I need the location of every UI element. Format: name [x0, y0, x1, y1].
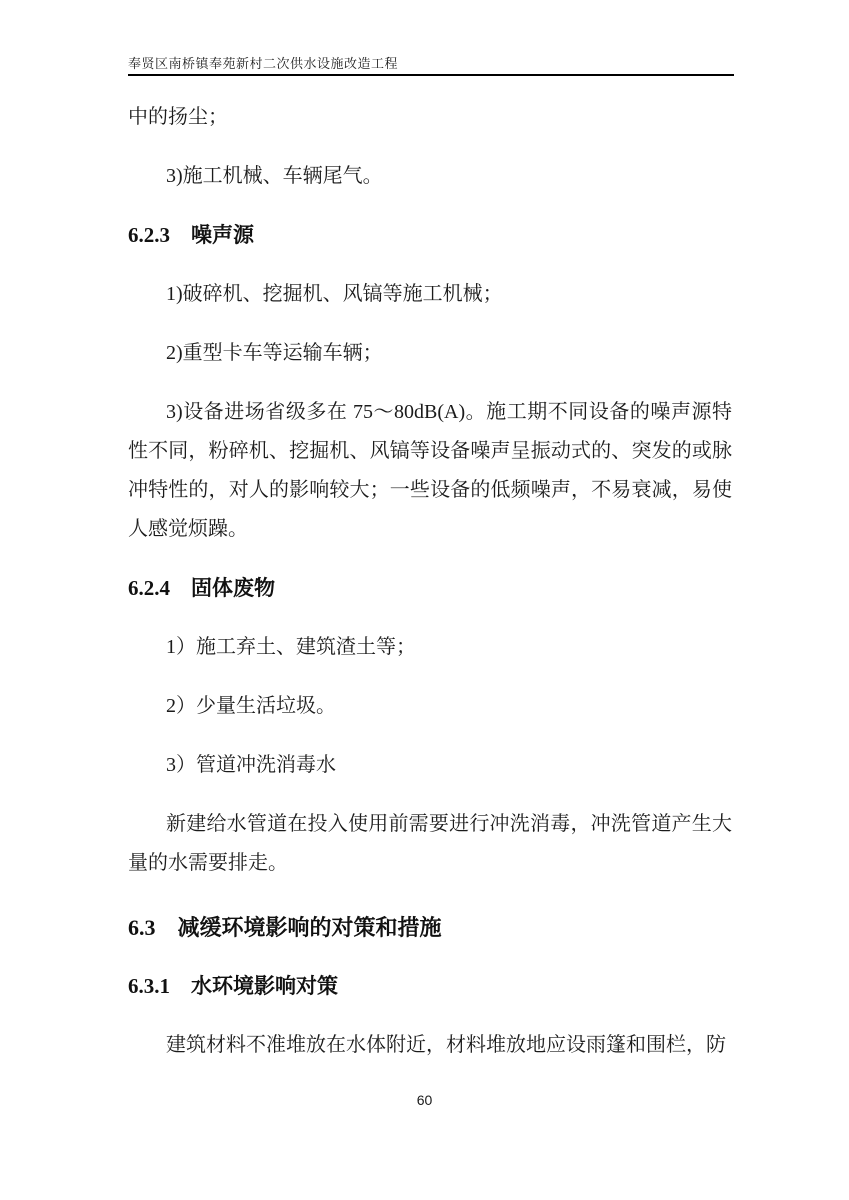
body-paragraph: 3)施工机械、车辆尾气。: [166, 165, 383, 187]
body-paragraph: 建筑材料不准堆放在水体附近，材料堆放地应设雨篷和围栏，防: [166, 1034, 726, 1056]
section-heading: 6.2.3 噪声源: [128, 223, 254, 247]
section-heading: 6.2.4 固体废物: [128, 576, 275, 600]
body-paragraph: 2)重型卡车等运输车辆；: [166, 342, 383, 364]
page-header: [128, 56, 734, 76]
body-paragraph: 1)破碎机、挖掘机、风镐等施工机械；: [166, 283, 503, 305]
body-paragraph: 3)设备进场省级多在 75～80dB(A)。施工期不同设备的噪声源特性不同，粉碎机、挖掘机、风镐等设备噪声呈振动式的、突发的或脉冲特性的，对人的影响较大；一些设备的低频噪声，不易衰减，易使人感觉烦躁。: [128, 401, 732, 540]
body-paragraph: 1）施工弃土、建筑渣土等；: [166, 636, 416, 658]
section-heading: 6.3.1 水环境影响对策: [128, 974, 338, 998]
body-paragraph: 2）少量生活垃圾。: [166, 695, 336, 717]
page-number: 60: [416, 1092, 433, 1108]
header-title: 奉贤区南桥镇奉苑新村二次供水设施改造工程: [128, 56, 399, 71]
body-paragraph: 新建给水管道在投入使用前需要进行冲洗消毒，冲洗管道产生大量的水需要排走。: [128, 813, 732, 874]
section-heading: 6.3 减缓环境影响的对策和措施: [128, 915, 442, 940]
body-paragraph: 中的扬尘；: [128, 106, 228, 128]
document-body: [128, 98, 732, 1085]
body-paragraph: 3）管道冲洗消毒水: [166, 754, 336, 776]
